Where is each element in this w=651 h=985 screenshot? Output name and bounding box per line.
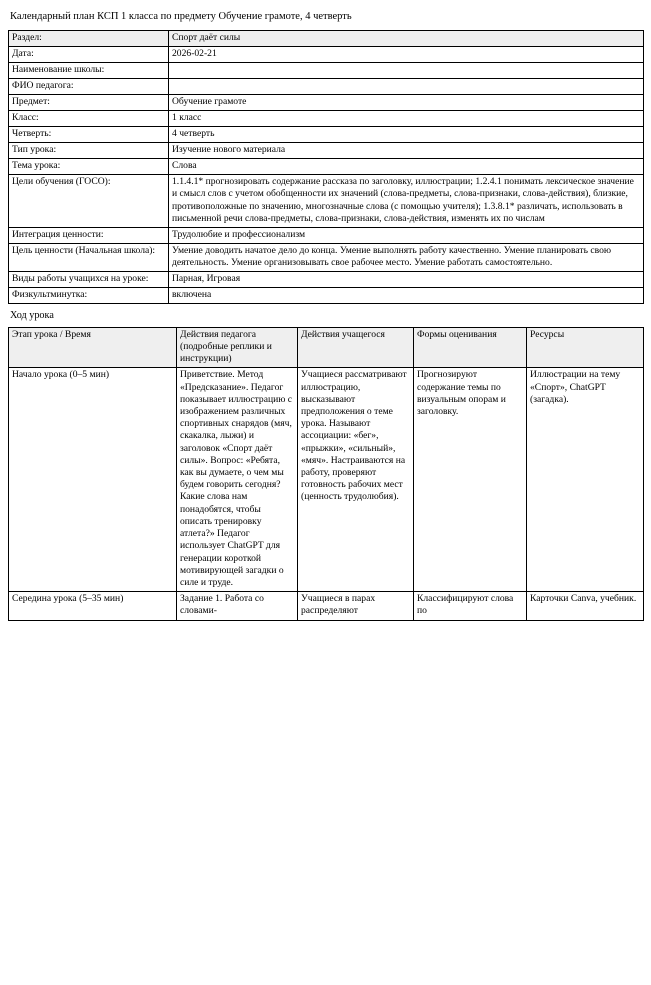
info-row xyxy=(9,47,644,63)
info-row xyxy=(9,287,644,303)
info-row-label: Физкультминутка: xyxy=(9,287,169,303)
flow-column-header: Формы оценивания xyxy=(414,327,527,368)
flow-column-header: Действия педагога (подробные реплики и инструкции) xyxy=(177,327,298,368)
info-row-value: Умение доводить начатое дело до конца. Умение выполнять работу качественно. Умение планировать свою деятельность. Умение организовывать свое рабочее место. Умение работать самостоятельно. xyxy=(169,243,644,271)
lesson-flow-table xyxy=(8,327,644,621)
flow-table-row xyxy=(9,368,644,592)
flow-assessment-cell: Прогнозируют содержание темы по визуальным опорам и заголовку. xyxy=(414,368,527,592)
flow-student-cell: Учащиеся рассматривают иллюстрацию, высказывают предположения о теме урока. Называют ассоциации: «бег», «прыжки», «сильный», «мяч». Настраиваются на работу, проверяют готовность рабочих мест (ценность трудолюбия). xyxy=(298,368,414,592)
info-row-label: ФИО педагога: xyxy=(9,79,169,95)
flow-teacher-cell: Задание 1. Работа со словами- xyxy=(177,592,298,620)
flow-stage-cell: Начало урока (0–5 мин) xyxy=(9,368,177,592)
info-row-label: Четверть: xyxy=(9,127,169,143)
info-row xyxy=(9,227,644,243)
info-row xyxy=(9,175,644,227)
info-row-value: Спорт даёт силы xyxy=(169,31,644,47)
info-row xyxy=(9,243,644,271)
info-row-value: 1 класс xyxy=(169,111,644,127)
info-row-label: Тема урока: xyxy=(9,159,169,175)
info-row-label: Виды работы учащихся на уроке: xyxy=(9,271,169,287)
info-row-value: включена xyxy=(169,287,644,303)
info-row-value: Трудолюбие и профессионализм xyxy=(169,227,644,243)
info-row-label: Раздел: xyxy=(9,31,169,47)
info-row-label: Цель ценности (Начальная школа): xyxy=(9,243,169,271)
info-row xyxy=(9,271,644,287)
flow-column-header: Этап урока / Время xyxy=(9,327,177,368)
info-row-value xyxy=(169,79,644,95)
info-row-value: 2026-02-21 xyxy=(169,47,644,63)
lesson-flow-body xyxy=(9,327,644,620)
info-row-value: Изучение нового материала xyxy=(169,143,644,159)
lesson-info-table xyxy=(8,30,644,304)
info-row-label: Цели обучения (ГОСО): xyxy=(9,175,169,227)
info-row xyxy=(9,111,644,127)
info-row xyxy=(9,31,644,47)
info-row-value: Обучение грамоте xyxy=(169,95,644,111)
info-row-value: Слова xyxy=(169,159,644,175)
flow-header-row xyxy=(9,327,644,368)
info-row-label: Предмет: xyxy=(9,95,169,111)
flow-resources-cell: Иллюстрации на тему «Спорт», ChatGPT (загадка). xyxy=(527,368,644,592)
info-row-value: 4 четверть xyxy=(169,127,644,143)
info-row-value xyxy=(169,63,644,79)
info-row-label: Класс: xyxy=(9,111,169,127)
flow-teacher-cell: Приветствие. Метод «Предсказание». Педагог показывает иллюстрацию с изображением различных спортивных снарядов (мяч, скакалка, лыжи) и заголовок «Спорт даёт силы». Вопрос: «Ребята, как вы думаете, о чем мы будем говорить сегодня? Какие слова нам понадобятся, чтобы описать тренировку атлета?» Педагог использует ChatGPT для генерации короткой мотивирующей загадки о силе и труде. xyxy=(177,368,298,592)
info-row xyxy=(9,95,644,111)
flow-resources-cell: Карточки Canva, учебник. xyxy=(527,592,644,620)
info-row-label: Тип урока: xyxy=(9,143,169,159)
page-title: Календарный план КСП 1 класса по предмету Обучение грамоте, 4 четверть xyxy=(10,11,352,22)
info-row xyxy=(9,79,644,95)
flow-column-header: Ресурсы xyxy=(527,327,644,368)
info-row xyxy=(9,159,644,175)
info-row-label: Дата: xyxy=(9,47,169,63)
flow-stage-cell: Середина урока (5–35 мин) xyxy=(9,592,177,620)
info-row xyxy=(9,127,644,143)
flow-table-row xyxy=(9,592,644,620)
lesson-flow-heading: Ход урока xyxy=(10,309,54,321)
info-row-value: Парная, Игровая xyxy=(169,271,644,287)
info-row-label: Интеграция ценности: xyxy=(9,227,169,243)
info-row-label: Наименование школы: xyxy=(9,63,169,79)
info-row xyxy=(9,143,644,159)
lesson-info-body xyxy=(9,31,644,304)
info-row-value: 1.1.4.1* прогнозировать содержание рассказа по заголовку, иллюстрации; 1.2.4.1 понимать лексическое значение и смысл слов с учетом обобщенности их значений (слова-предметы, слова-признаки, слова-действия), близкие, противоположные по значению, многозначные слова (с помощью учителя); 1.3.8.1* различать, использовать в письменной речи слова-предметы, слова-признаки, слова-действия, изменять их по числам xyxy=(169,175,644,227)
flow-column-header: Действия учащегося xyxy=(298,327,414,368)
flow-student-cell: Учащиеся в парах распределяют xyxy=(298,592,414,620)
info-row xyxy=(9,63,644,79)
flow-assessment-cell: Классифицируют слова по xyxy=(414,592,527,620)
